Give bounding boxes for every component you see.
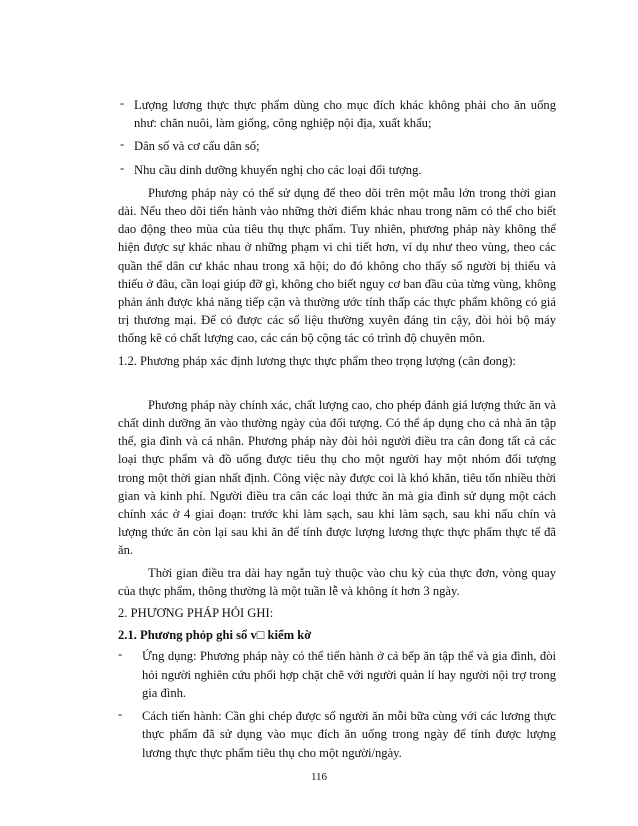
list-item [120,161,556,179]
bullet-dash: - [118,647,123,662]
paragraph-survey-duration: Thời gian điều tra dài hay ngắn tuỳ thuộc vào chu kỳ của thực đơn, vòng quay của thực phẩm, thông thường là một tuần lễ và không ít hơn 3 ngày. [118,565,556,598]
page-number: 116 [310,771,328,783]
paragraph-weighing-method: Phương pháp này chính xác, chất lượng cao, cho phép đánh giá lượng thức ăn và chất dinh dưỡng ăn vào thường ngày của đối tượng. Có thể áp dụng cho cả nhà ăn tập thể, gia đình và cá nhân. Phương pháp này đòi hỏi người điều tra cân đong tất cả các loại thực phẩm và đồ uống được tiêu thụ cho một người hay một nhóm đối tượng trong một thời gian nhất định. Công việc này được coi là khó khăn, tiêu tốn nhiều thời gian và kinh phí. Người điều tra cân các loại thức ăn mà gia đình sử dụng một cách chính xác ở 4 giai đoạn: trước khi làm sạch, sau khi làm sạch, sau khi nấu chín và lượng thức ăn còn lại sau khi ăn để tính được lượng lương thực thực phẩm thực tế đã ăn. [118,397,556,558]
bullet-dash: - [120,96,125,110]
section-heading-2-1: 2.1. Phương phỏp ghi sổ v□ kiểm kờ [118,628,312,643]
list-item [118,647,556,702]
list-item [120,96,556,132]
list-item [120,137,556,155]
bullet-list-top [118,96,556,179]
bullet-dash: - [120,160,125,175]
list-item-text: Dân số và cơ cấu dân số; [134,139,260,154]
page-content [118,96,556,767]
list-item-text: Lượng lương thực thực phẩm dùng cho mục đích khác không phải cho ăn uống như: chăn nuôi, làm giống, công nghiệp nội địa, xuất khẩu; [134,98,556,131]
paragraph-method-limitations: Phương pháp này có thể sử dụng để theo dõi trên một mẫu lớn trong thời gian dài. Nếu theo dõi tiến hành vào những thời điểm khác nhau trong năm có thể cho biết dao động theo mùa của tiêu thụ thực phẩm. Tuy nhiên, phương pháp này không thể hiện được sự khác nhau ở những phạm vi chi tiết hơn, ví dụ như theo vùng, theo các quần thể dân cư khác nhau trong xã hội; do đó không cho thấy số người bị thiếu và thiếu ở đâu, cần loại giúp đỡ gì, không cho biết nguy cơ ban đầu của từng vùng, không phản ánh được khả năng tiếp cận và thường ước tính thấp các thực phẩm không có giá trị thương mại. Để có được các số liệu thường xuyên đáng tin cậy, đòi hỏi bộ máy thống kê có chất lượng cao, các cán bộ cộng tác có trình độ chuyên môn. [118,185,556,346]
list-item-text: Cách tiến hành: Cần ghi chép được số người ăn mỗi bữa cùng với các lương thực thực phẩm đã sử dụng vào mục đích ăn uống trong ngày để tính được lượng lương thực thực phẩm tiêu thụ cho một người/ngày. [142,709,556,760]
list-item-text: Ứng dụng: Phương pháp này có thể tiến hành ở cả bếp ăn tập thể và gia đình, đòi hỏi người nghiên cứu phối hợp chặt chẽ với người quản lí hay người nội trợ trong gia đình. [142,649,556,700]
list-item [118,707,556,762]
section-heading-1-2: 1.2. Phương pháp xác định lương thực thực phẩm theo trọng lượng (cân đong): [118,353,516,368]
bullet-dash: - [118,707,123,722]
bullet-dash: - [120,137,125,152]
list-item-text: Nhu cầu dinh dưỡng khuyến nghị cho các loại đối tượng. [134,162,422,177]
section-heading-2: 2. PHƯƠNG PHÁP HỎI GHI: [118,606,274,621]
bullet-list-bottom [118,647,556,761]
